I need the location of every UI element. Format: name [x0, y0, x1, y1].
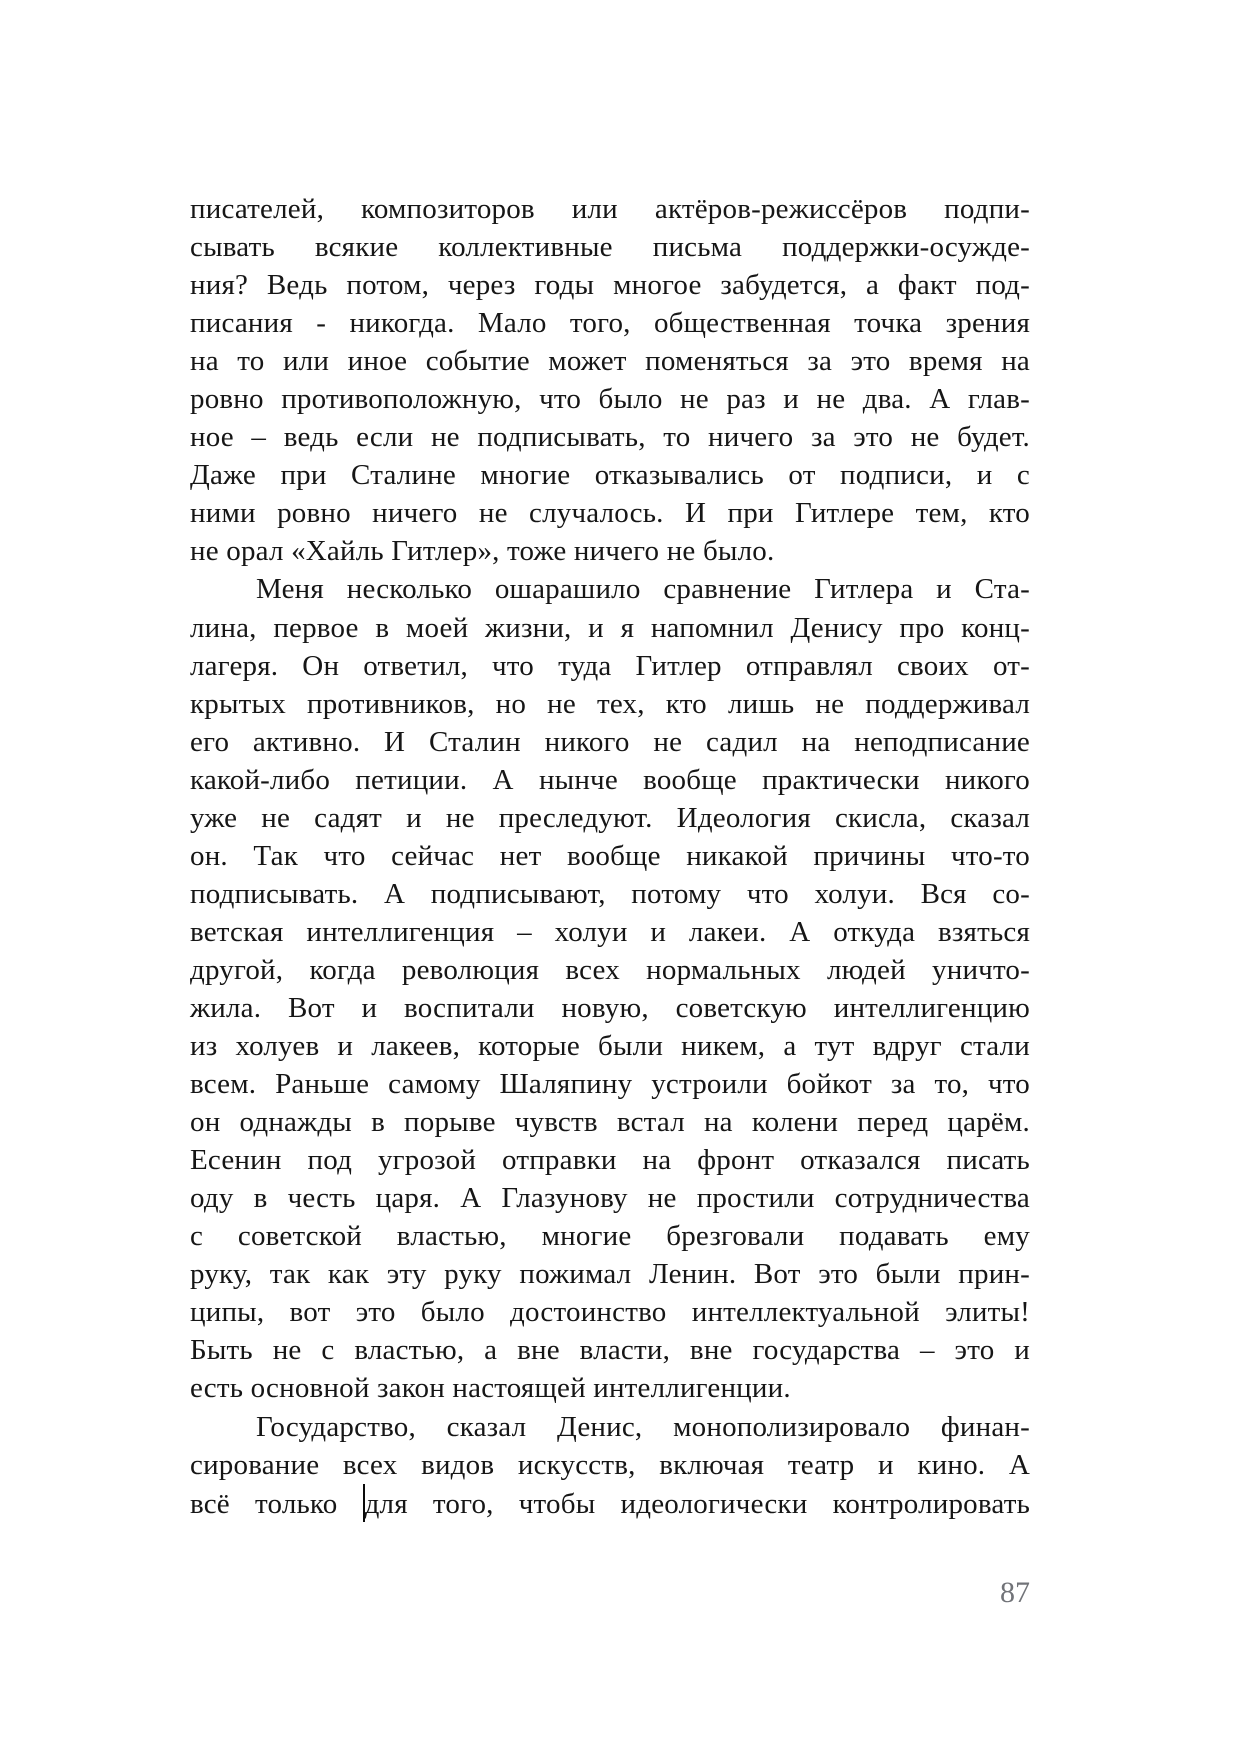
text-block[interactable] — [190, 190, 1030, 1523]
text-line: писателей, композиторов или актёров-режиссёров подпи- — [190, 193, 1030, 225]
paragraph — [190, 1408, 1030, 1523]
text-line: ними ровно ничего не случалось. И при Гитлере тем, кто — [190, 497, 1030, 530]
text-line: ветская интеллигенция – холуи и лакеи. А откуда взяться — [190, 915, 1030, 948]
text-line: Быть не с властью, а вне власти, вне государства – это и — [190, 1334, 1030, 1367]
text-line: Есенин под угрозой отправки на фронт отказался писать — [190, 1144, 1030, 1177]
text-line: ровно противоположную, что было не раз и не два. А глав- — [190, 383, 1030, 416]
text-line: уже не садят и не преследуют. Идеология скисла, сказал — [190, 801, 1030, 834]
text-line: он однажды в порыве чувств встал на колени перед царём. — [190, 1106, 1030, 1139]
text-line: всем. Раньше самому Шаляпину устроили бойкот за то, что — [190, 1068, 1030, 1101]
text-line: лина, первое в моей жизни, и я напомнил Денису про конц- — [190, 611, 1030, 644]
text-line: жила. Вот и воспитали новую, советскую интеллигенцию — [190, 991, 1030, 1024]
text-line: Меня несколько ошарашило сравнение Гитлера и Ста- — [256, 573, 1030, 606]
text-line: ципы, вот это было достоинство интеллектуальной элиты! — [190, 1296, 1030, 1329]
text-line: Даже при Сталине многие отказывались от подписи, и с — [190, 459, 1030, 492]
text-line: с советской властью, многие брезговали подавать ему — [190, 1220, 1030, 1253]
text-line: подписывать. А подписывают, потому что холуи. Вся со- — [190, 877, 1030, 910]
text-line: его активно. И Сталин никого не садил на неподписание — [190, 725, 1030, 758]
text-after-caret: для того, чтобы идеологически контролировать — [364, 1487, 1030, 1520]
text-line: на то или иное событие может поменяться за это время на — [190, 345, 1030, 378]
text-before-caret: всё только — [190, 1487, 363, 1520]
text-line: Государство, сказал Денис, монополизировало финан- — [256, 1410, 1030, 1443]
text-line: есть основной закон настоящей интеллигенции. — [190, 1372, 791, 1405]
text-line: какой-либо петиции. А нынче вообще практически никого — [190, 763, 1030, 796]
text-line — [190, 1484, 1030, 1523]
text-line: писания - никогда. Мало того, общественная точка зрения — [190, 307, 1030, 340]
text-line: он. Так что сейчас нет вообще никакой причины что-то — [190, 839, 1030, 872]
text-line: сывать всякие коллективные письма поддержки-осужде- — [190, 231, 1030, 264]
text-line: сирование всех видов искусств, включая театр и кино. А — [190, 1448, 1030, 1481]
text-line: ное – ведь если не подписывать, то ничего за это не будет. — [190, 421, 1030, 454]
paragraph — [190, 570, 1030, 1407]
text-line: из холуев и лакеев, которые были никем, а тут вдруг стали — [190, 1030, 1030, 1063]
page-number: 87 — [1000, 1576, 1030, 1609]
text-line: лагеря. Он ответил, что туда Гитлер отправлял своих от- — [190, 649, 1030, 682]
text-line: крытых противников, но не тех, кто лишь не поддерживал — [190, 687, 1030, 720]
text-line: оду в честь царя. А Глазунову не простили сотрудничества — [190, 1182, 1030, 1215]
text-line: руку, так как эту руку пожимал Ленин. Вот это были прин- — [190, 1258, 1030, 1291]
text-line: не орал «Хайль Гитлер», тоже ничего не было. — [190, 535, 775, 568]
text-line: другой, когда революция всех нормальных людей уничто- — [190, 953, 1030, 986]
text-line: ния? Ведь потом, через годы многое забудется, а факт под- — [190, 269, 1030, 302]
paragraph — [190, 190, 1030, 570]
